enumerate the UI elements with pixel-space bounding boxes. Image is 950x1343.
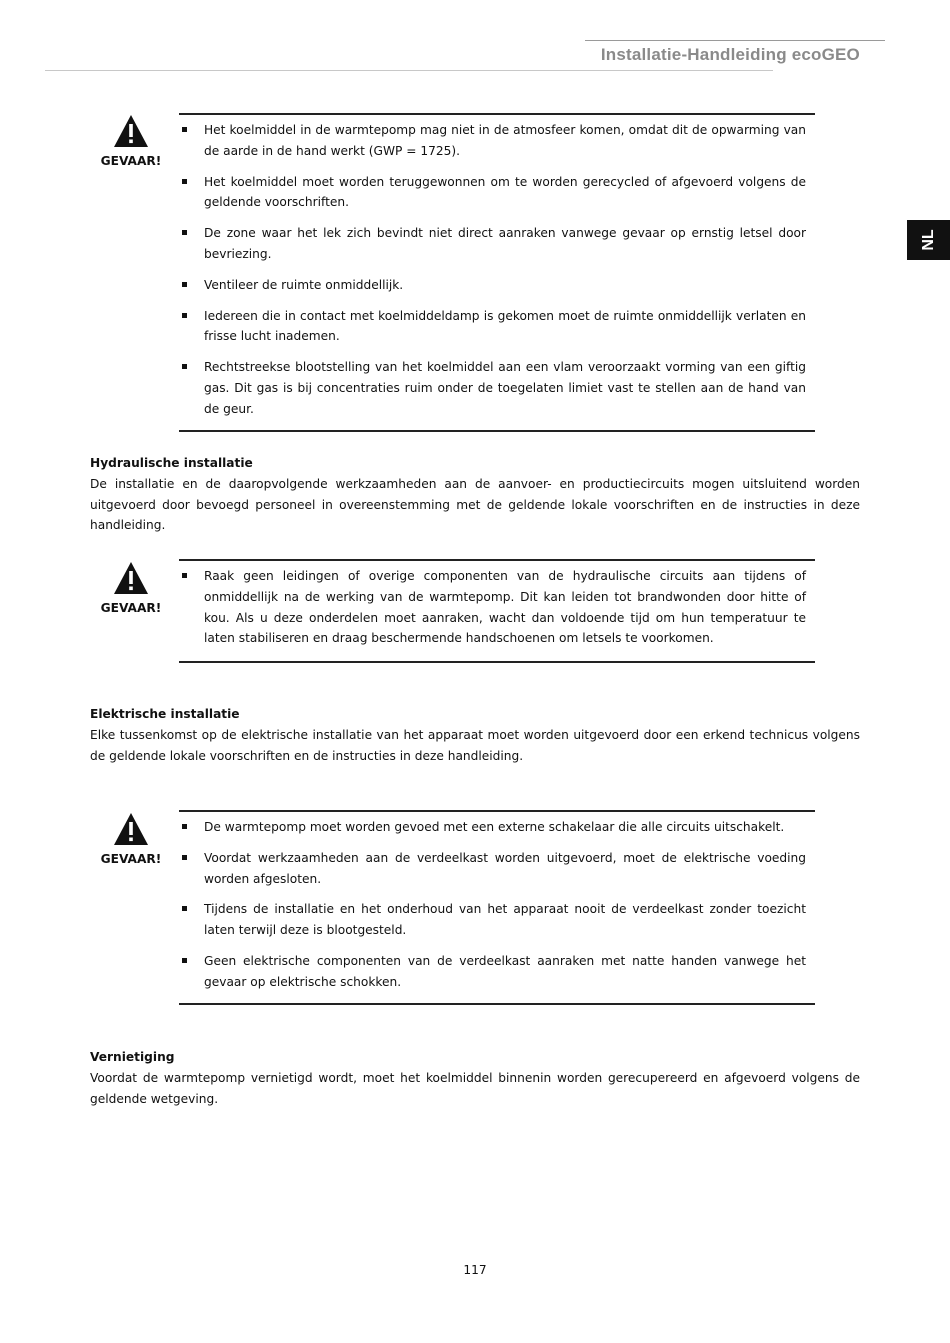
bullet-square-icon	[182, 127, 187, 132]
warning-item: Voordat werkzaamheden aan de verdeelkast worden uitgevoerd, moet de elektrische voeding worden afgesloten.	[179, 848, 815, 890]
bullet-square-icon	[182, 313, 187, 318]
section-text: De installatie en de daaropvolgende werkzaamheden aan de aanvoer- en productiecircuits mogen uitsluitend worden uitgevoerd door bevoegd personeel in overeenstemming met de geldende lokale voorschriften en de instructies in deze handleiding.	[90, 476, 860, 533]
bullet-square-icon	[182, 906, 187, 911]
warning-triangle-icon	[113, 812, 149, 846]
bullet-square-icon	[182, 573, 187, 578]
section-text: Elke tussenkomst op de elektrische installatie van het apparaat moet worden uitgevoerd door een erkend technicus volgens de geldende lokale voorschriften en de instructies in deze handleiding.	[90, 727, 860, 763]
bullet-square-icon	[182, 282, 187, 287]
section-heading: Vernietiging	[90, 1050, 175, 1064]
section-hydraulic	[90, 453, 860, 536]
warning-item: Raak geen leidingen of overige componenten van de hydraulische circuits aan tijdens of onmiddellijk na de werking van de warmtepomp. Dit kan leiden tot brandwonden door hitte of kou. Als u deze onderdelen moet aanraken, wacht dan voldoende tijd om hun temperatuur te laten stabiliseren en draag beschermende handschoenen om letsels te voorkomen.	[179, 566, 815, 649]
warning-box-hydraulic	[179, 559, 815, 663]
warning-list	[179, 120, 815, 420]
warning-list	[179, 817, 815, 993]
bullet-square-icon	[182, 179, 187, 184]
section-heading: Hydraulische installatie	[90, 456, 253, 470]
warning-item: De warmtepomp moet worden gevoed met een externe schakelaar die alle circuits uitschakelt.	[179, 817, 815, 838]
warning-item: Geen elektrische componenten van de verdeelkast aanraken met natte handen vanwege het gevaar op elektrische schokken.	[179, 951, 815, 993]
bullet-square-icon	[182, 855, 187, 860]
warning-item: De zone waar het lek zich bevindt niet direct aanraken vanwege gevaar op ernstig letsel door bevriezing.	[179, 223, 815, 265]
bullet-square-icon	[182, 958, 187, 963]
warning-list	[179, 566, 815, 649]
page-number: 117	[463, 1263, 487, 1277]
header-rule-bottom	[45, 70, 773, 71]
bullet-square-icon	[182, 824, 187, 829]
language-tab-label: NL	[919, 229, 937, 251]
section-heading: Elektrische installatie	[90, 707, 240, 721]
bullet-square-icon	[182, 364, 187, 369]
section-text: Voordat de warmtepomp vernietigd wordt, moet het koelmiddel binnenin worden gerecupereerd en afgevoerd volgens de geldende wetgeving.	[90, 1070, 860, 1106]
warning-item: Rechtstreekse blootstelling van het koelmiddel aan een vlam veroorzaakt vorming van een giftig gas. Dit gas is bij concentraties ruim onder de toegelaten limiet vast te stellen aan de hand van de geur.	[179, 357, 815, 419]
danger-label: GEVAAR!	[100, 154, 162, 168]
danger-label: GEVAAR!	[100, 601, 162, 615]
warning-box-electrical	[179, 810, 815, 1005]
warning-item: Het koelmiddel moet worden teruggewonnen om te worden gerecycled of afgevoerd volgens de geldende voorschriften.	[179, 172, 815, 214]
header-rule-top	[585, 40, 885, 41]
warning-item: Tijdens de installatie en het onderhoud van het apparaat nooit de verdeelkast zonder toezicht laten terwijl deze is blootgesteld.	[179, 899, 815, 941]
warning-triangle-icon	[113, 561, 149, 595]
section-electrical	[90, 704, 860, 766]
warning-item: Het koelmiddel in de warmtepomp mag niet in de atmosfeer komen, omdat dit de opwarming van de aarde in de hand werkt (GWP = 1725).	[179, 120, 815, 162]
section-disposal	[90, 1047, 860, 1109]
bullet-square-icon	[182, 230, 187, 235]
warning-item: Ventileer de ruimte onmiddellijk.	[179, 275, 815, 296]
language-tab	[907, 220, 950, 260]
document-title: Installatie-Handleiding ecoGEO	[600, 45, 860, 64]
danger-label: GEVAAR!	[100, 852, 162, 866]
warning-triangle-icon	[113, 114, 149, 148]
warning-item: Iedereen die in contact met koelmiddeldamp is gekomen moet de ruimte onmiddellijk verlaten en frisse lucht inademen.	[179, 306, 815, 348]
warning-box-refrigerant	[179, 113, 815, 432]
